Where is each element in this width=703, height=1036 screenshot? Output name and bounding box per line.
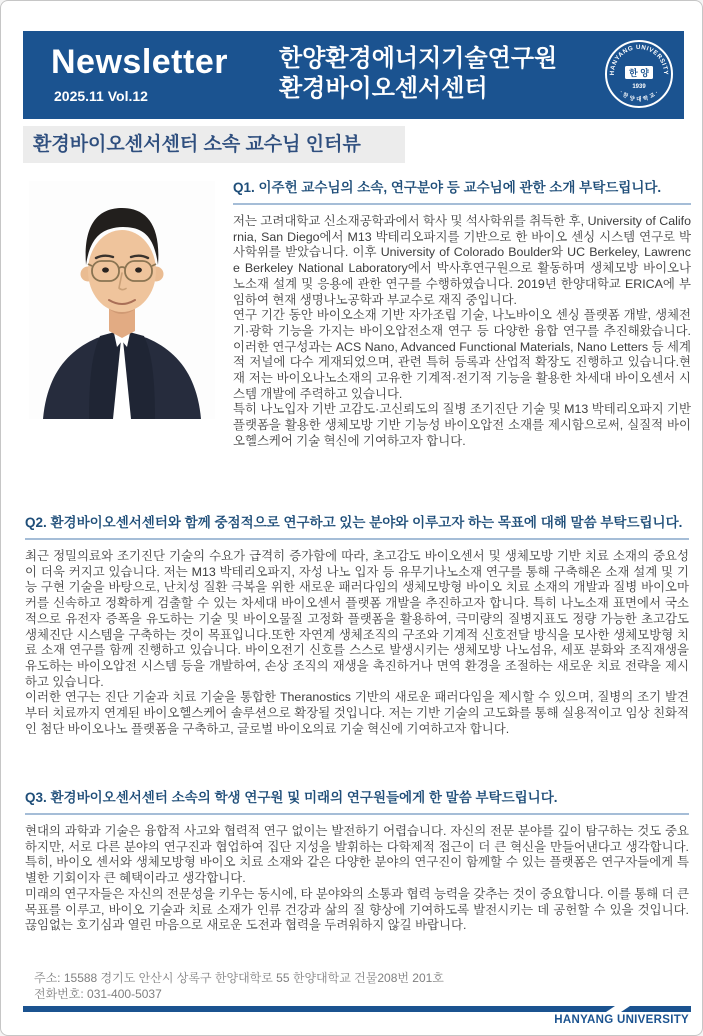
footer-address: 주소: 15588 경기도 안산시 상록구 한양대학로 55 한양대학교 건물208번 201호	[34, 971, 444, 985]
seal-arc-bottom-text: · 한 양 대 학 교 ·	[617, 89, 661, 103]
q1-paragraph: 특히 나노입자 기반 고감도·고신뢰도의 질병 조기진단 기술 및 M13 박테리오파지 기반 플랫폼을 활용한 생체모방 기반 기능성 바이오압전 소재를 제시함으로써, 실질적 바이오헬스케어 기술 혁신에 기여하고자 합니다.	[233, 402, 691, 448]
q2-answer	[25, 549, 689, 737]
q3-paragraph: 현대의 과학과 기술은 융합적 사고와 협력적 연구 없이는 발전하기 어렵습니다. 자신의 전문 분야를 깊이 탐구하는 것도 중요하지만, 서로 다른 분야의 연구진과 협업하여 집단 지성을 발휘하는 다학제적 접근이 더 큰 혁신을 만들어낸다고 생각합니다. 특히, 바이오 센서와 생체모방형 바이오 치료 소재와 같은 다양한 분야의 연구진이 함께할 수 있는 플랫폼은 연구자들에게 특별한 기회이자 큰 혜택이라고 생각합니다.	[25, 824, 689, 886]
q2-paragraph: 이러한 연구는 진단 기술과 치료 기술을 통합한 Theranostics 기반의 새로운 패러다임을 제시할 수 있으며, 질병의 조기 발견부터 치료까지 연계된 바이오헬스케어 솔루션으로 확장될 것입니다. 저는 기반 기술의 고도화를 통해 실용적이고 임상 친화적인 첨단 바이오나노 플랫폼을 구축하고, 글로벌 바이오의료 기술 혁신에 기여하고자 합니다.	[25, 690, 689, 736]
seal-center-text: 한 양	[629, 68, 649, 79]
q1-title: Q1. 이주헌 교수님의 소속, 연구분야 등 교수님에 관한 소개 부탁드립니다.	[233, 180, 662, 195]
professor-photo	[29, 181, 215, 419]
footer-accent-bar	[23, 1006, 615, 1012]
q2-paragraph: 최근 정밀의료와 조기진단 기술의 수요가 급격히 증가함에 따라, 초고감도 바이오센서 및 생체모방 기반 치료 소재의 중요성이 더욱 커지고 있습니다. 저는 M13 박테리오파지, 자성 나노 입자 등 유무기나노소재 연구를 통해 구축해온 소재 설계 및 기능 구현 기술을 바탕으로, 난치성 질환 극복을 위한 새로운 패러다임의 생체모방형 바이오 치료 소재의 개발과 질병 바이오마커를 신속하고 정확하게 검출할 수 있는 차세대 바이오센서 플랫폼 개발을 추진하고자 합니다. 특히 나노소재 표면에서 국소적으로 유전자 증폭을 유도하는 기술 및 바이오물질 고정화 플랫폼을 활용하여, 극미량의 질병지표도 정량 가능한 초고감도 생체진단 시스템을 구축하는 것이 목표입니다.또한 자연계 생체조직의 구조와 기계적 신호전달 방식을 모사한 생체모방형 치료 소재 연구를 함께 진행하고 있습니다. 바이오전기 신호를 스스로 발생시키는 생체모방 나노섬유, 세포 분화와 조직재생을 유도하는 바이오압전 시스템 등을 개발하여, 손상 조직의 재생을 촉진하거나 면역 환경을 조절하는 새로운 치료 전략을 제시하고 있습니다.	[25, 549, 689, 689]
svg-text:· 한 양 대 학 교 ·	[618, 90, 660, 103]
newsletter-title: Newsletter	[51, 43, 228, 81]
q1-answer	[233, 214, 691, 450]
footer-accent-bar-end	[621, 1006, 691, 1012]
page-title: 환경바이오센서센터 소속 교수님 인터뷰	[23, 126, 405, 163]
q3-paragraph: 미래의 연구자들은 자신의 전문성을 키우는 동시에, 타 분야와의 소통과 협력 능력을 갖추는 것이 중요합니다. 이를 통해 더 큰 목표를 이루고, 바이오 기술과 치료 소재가 인류 건강과 삶의 질 향상에 기여하도록 발전시키는 데 공헌할 수 있을 것입니다. 끊임없는 호기심과 열린 마음으로 새로운 도전과 협력을 두려워하지 않길 바랍니다.	[25, 886, 689, 933]
q2-section	[25, 515, 689, 737]
q3-answer	[25, 824, 689, 934]
q2-title: Q2. 환경바이오센서센터와 함께 중점적으로 연구하고 있는 분야와 이루고자 하는 목표에 대해 말씀 부탁드립니다.	[25, 515, 683, 530]
q3-section	[25, 790, 689, 934]
footer-phone: 전화번호: 031-400-5037	[34, 987, 162, 1001]
organization-line2: 환경바이오센서센터	[279, 75, 488, 102]
organization-line1: 한양환경에너지기술연구원	[279, 45, 558, 72]
q3-title: Q3. 환경바이오센서센터 소속의 학생 연구원 및 미래의 연구원들에게 한 말씀 부탁드립니다.	[25, 790, 558, 805]
organization-name	[279, 44, 557, 104]
footer-brand-wordmark: HANYANG UNIVERSITY	[554, 1014, 689, 1026]
university-seal-icon	[603, 38, 675, 110]
seal-year-text: 1939	[632, 84, 646, 90]
q1-section	[233, 180, 691, 450]
q3-divider	[25, 813, 689, 815]
q1-paragraph: 연구 기간 동안 바이오소재 기반 자가조립 기술, 나노바이오 센싱 플랫폼 개발, 생체전기·광학 기능을 가지는 바이오압전소재 연구 등 다양한 융합 연구를 추진해왔습니다. 이러한 연구성과는 ACS Nano, Advanced Functional Materials, Nano Letters 등 세계적 저널에 다수 게재되었으며, 관련 특허 등록과 산업적 확장도 진행하고 있습니다.현재 저는 바이오나노소재의 고유한 기계적·전기적 기능을 활용한 차세대 바이오센서 시스템 개발에 주력하고 있습니다.	[233, 308, 691, 401]
newsletter-volume: 2025.11 Vol.12	[54, 88, 148, 104]
seal-arc-top-text: HANYANG UNIVERSITY	[608, 43, 670, 76]
q2-divider	[25, 538, 689, 540]
q1-paragraph: 저는 고려대학교 신소재공학과에서 학사 및 석사학위를 취득한 후, University of California, San Diego에서 M13 박테리오파지를 기반으로 한 바이오 센싱 시스템 연구로 박사학위를 받았습니다. 이후 University of Colorado Boulder와 UC Berkeley, Lawrence Berkeley National Laboratory에서 박사후연구원으로 활동하며 생체모방 바이오나노소재 설계 및 응용에 관한 연구를 수행하였습니다. 2019년 한양대학교 ERICA에 부임하여 현재 생명나노공학과 부교수로 재직 중입니다.	[233, 214, 691, 307]
masthead	[23, 31, 684, 119]
q1-divider	[233, 203, 691, 205]
